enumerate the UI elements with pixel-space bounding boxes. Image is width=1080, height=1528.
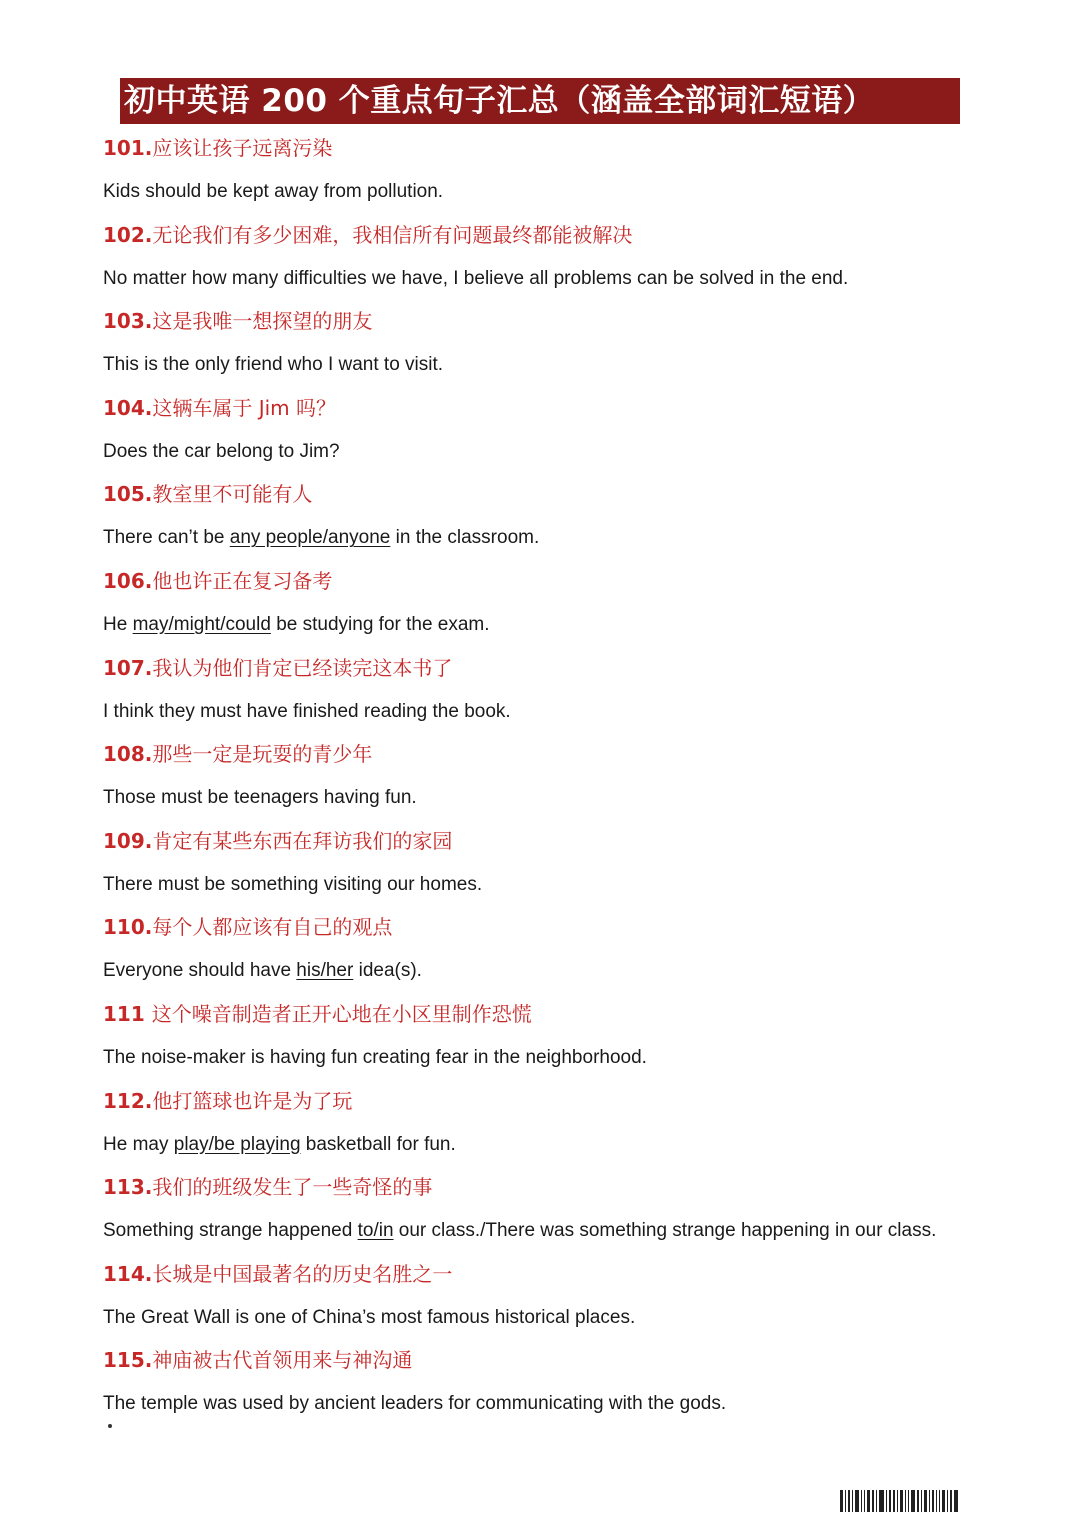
- sentence-number: 111: [103, 1001, 152, 1026]
- barcode-bar: [921, 1490, 922, 1512]
- chinese-sentence: [103, 1346, 412, 1374]
- english-text: basketball for fun.: [300, 1133, 456, 1155]
- chinese-sentence: [103, 480, 312, 508]
- barcode-bar: [911, 1490, 915, 1512]
- barcode-bar: [947, 1490, 948, 1512]
- sentence-entry: [103, 654, 1043, 741]
- english-text: There can’t be: [103, 527, 230, 549]
- english-sentence: [103, 351, 443, 379]
- sentence-entry: [103, 740, 1043, 827]
- underlined-phrase: any people/anyone: [229, 527, 391, 549]
- chinese-sentence: [103, 913, 392, 941]
- sentence-entry: [103, 1260, 1043, 1347]
- english-text: No matter how many difficulties we have, I believe all problems can be solved in the end.: [103, 267, 849, 289]
- chinese-text: 这辆车属于 Jim 吗？: [152, 395, 337, 420]
- barcode-bar: [848, 1490, 850, 1512]
- english-sentence: [103, 957, 422, 985]
- chinese-text: 肯定有某些东西在拜访我们的家园: [152, 828, 453, 853]
- barcode-bar: [867, 1490, 870, 1512]
- chinese-text: 每个人都应该有自己的观点: [152, 915, 393, 940]
- english-sentence: [103, 611, 490, 639]
- english-text: Something strange happened: [103, 1220, 358, 1242]
- chinese-text: 长城是中国最著名的历史名胜之一: [152, 1261, 453, 1286]
- english-sentence: [103, 1131, 456, 1159]
- chinese-sentence: [103, 567, 332, 595]
- english-sentence: [103, 524, 539, 552]
- sentence-entry: [103, 827, 1043, 914]
- chinese-sentence: [103, 827, 452, 855]
- sentence-entry: [103, 480, 1043, 567]
- english-text: The temple was used by ancient leaders for communicating with the gods.: [103, 1393, 727, 1415]
- english-text: He: [103, 613, 133, 635]
- barcode-bar: [917, 1490, 919, 1512]
- sentence-number: 103.: [103, 309, 153, 334]
- barcode-bar: [942, 1490, 945, 1512]
- chinese-sentence: [103, 307, 372, 335]
- chinese-text: 我们的班级发生了一些奇怪的事: [152, 1175, 433, 1200]
- english-text: He may: [103, 1133, 174, 1155]
- sentence-number: 101.: [103, 136, 153, 160]
- watermark-barcode: [840, 1490, 1058, 1512]
- sentence-number: 110.: [103, 915, 153, 940]
- english-text: The noise-maker is having fun creating fear in the neighborhood.: [103, 1046, 647, 1068]
- barcode-bar: [954, 1490, 958, 1512]
- barcode-bar: [905, 1490, 906, 1512]
- barcode-bar: [932, 1490, 934, 1512]
- english-sentence: [103, 438, 340, 466]
- english-text: Everyone should have: [103, 960, 297, 982]
- english-sentence: [103, 1390, 726, 1418]
- sentence-entry: [103, 913, 1043, 1000]
- barcode-bar: [872, 1490, 874, 1512]
- english-sentence: [103, 698, 511, 726]
- barcode-bar: [840, 1490, 843, 1512]
- chinese-text: 这是我唯一想探望的朋友: [152, 309, 373, 334]
- barcode-bar: [861, 1490, 862, 1512]
- chinese-text: 教室里不可能有人: [152, 482, 313, 507]
- english-sentence: [103, 1304, 635, 1332]
- chinese-text: 那些一定是玩耍的青少年: [152, 742, 373, 767]
- chinese-sentence: [103, 1087, 352, 1115]
- barcode-bar: [864, 1490, 865, 1512]
- barcode-bar: [939, 1490, 940, 1512]
- barcode-bar: [950, 1490, 952, 1512]
- english-text: Does the car belong to Jim?: [103, 440, 340, 462]
- barcode-bar: [879, 1490, 884, 1512]
- english-text: Those must be teenagers having fun.: [103, 787, 417, 809]
- sentence-entry: [103, 567, 1043, 654]
- barcode-bar: [936, 1490, 937, 1512]
- sentence-entry: [103, 1346, 1043, 1433]
- chinese-text: 无论我们有多少困难，我相信所有问题最终都能被解决: [152, 222, 633, 247]
- sentence-number: 106.: [103, 568, 153, 593]
- sentence-number: 104.: [103, 395, 153, 420]
- english-text: Kids should be kept away from pollution.: [103, 181, 444, 202]
- sentence-number: 113.: [103, 1175, 153, 1200]
- chinese-sentence: [103, 394, 336, 422]
- english-sentence: [103, 265, 848, 293]
- sentence-number: 112.: [103, 1088, 153, 1113]
- barcode-bar: [897, 1490, 898, 1512]
- underlined-phrase: play/be playing: [173, 1133, 301, 1155]
- chinese-text: 应该让孩子远离污染: [152, 136, 333, 160]
- chinese-text: 我认为他们肯定已经读完这本书了: [152, 655, 453, 680]
- sentence-number: 108.: [103, 742, 153, 767]
- english-sentence: [103, 871, 482, 899]
- underlined-phrase: may/might/could: [132, 613, 271, 635]
- barcode-bar: [855, 1490, 859, 1512]
- chinese-text: 他也许正在复习备考: [152, 568, 333, 593]
- chinese-sentence: [103, 1000, 532, 1028]
- sentence-number: 107.: [103, 655, 153, 680]
- barcode-bar: [886, 1490, 887, 1512]
- sentence-number: 115.: [103, 1348, 153, 1373]
- sentence-list: [103, 134, 1043, 1433]
- sentence-number: 109.: [103, 828, 153, 853]
- sentence-entry: [103, 1000, 1043, 1087]
- english-text: I think they must have finished reading the book.: [103, 700, 511, 722]
- chinese-text: 这个噪音制造者正开心地在小区里制作恐慌: [151, 1001, 532, 1026]
- barcode-bar: [889, 1490, 891, 1512]
- english-text: The Great Wall is one of China’s most famous historical places.: [103, 1306, 636, 1328]
- barcode-bar: [876, 1490, 877, 1512]
- sentence-entry: [103, 1087, 1043, 1174]
- sentence-entry: [103, 1173, 1043, 1260]
- sentence-entry: [103, 221, 1043, 308]
- sentence-entry: [103, 134, 1043, 221]
- sentence-number: 105.: [103, 482, 153, 507]
- english-text: in the classroom.: [390, 527, 540, 549]
- chinese-sentence: [103, 1173, 432, 1201]
- english-sentence: [103, 1217, 936, 1245]
- barcode-bar: [893, 1490, 895, 1512]
- english-text: our class./There was something strange happening in our class.: [393, 1220, 937, 1242]
- chinese-sentence: [103, 1260, 452, 1288]
- english-text: idea(s).: [353, 960, 422, 982]
- bullet-dot: [108, 1424, 112, 1428]
- chinese-text: 神庙被古代首领用来与神沟通: [152, 1348, 413, 1373]
- english-text: This is the only friend who I want to visit.: [103, 354, 444, 376]
- barcode-bar: [924, 1490, 927, 1512]
- english-sentence: [103, 784, 417, 812]
- chinese-text: 他打篮球也许是为了玩: [152, 1088, 353, 1113]
- english-sentence: [103, 1044, 647, 1072]
- barcode-bar: [852, 1490, 853, 1512]
- english-text: There must be something visiting our homes.: [103, 873, 483, 895]
- chinese-sentence: [103, 134, 332, 162]
- chinese-sentence: [103, 740, 372, 768]
- sentence-entry: [103, 394, 1043, 481]
- barcode-bar: [908, 1490, 909, 1512]
- underlined-phrase: to/in: [357, 1220, 394, 1242]
- english-sentence: [103, 178, 443, 206]
- sentence-number: 114.: [103, 1261, 153, 1286]
- chinese-sentence: [103, 654, 452, 682]
- page-title: 初中英语 200 个重点句子汇总（涵盖全部词汇短语）: [120, 78, 960, 124]
- chinese-sentence: [103, 221, 632, 249]
- barcode-bar: [845, 1490, 846, 1512]
- sentence-number: 102.: [103, 222, 153, 247]
- sentence-entry: [103, 307, 1043, 394]
- english-text: be studying for the exam.: [270, 613, 490, 635]
- barcode-bar: [900, 1490, 903, 1512]
- barcode-bar: [929, 1490, 930, 1512]
- underlined-phrase: his/her: [296, 960, 354, 982]
